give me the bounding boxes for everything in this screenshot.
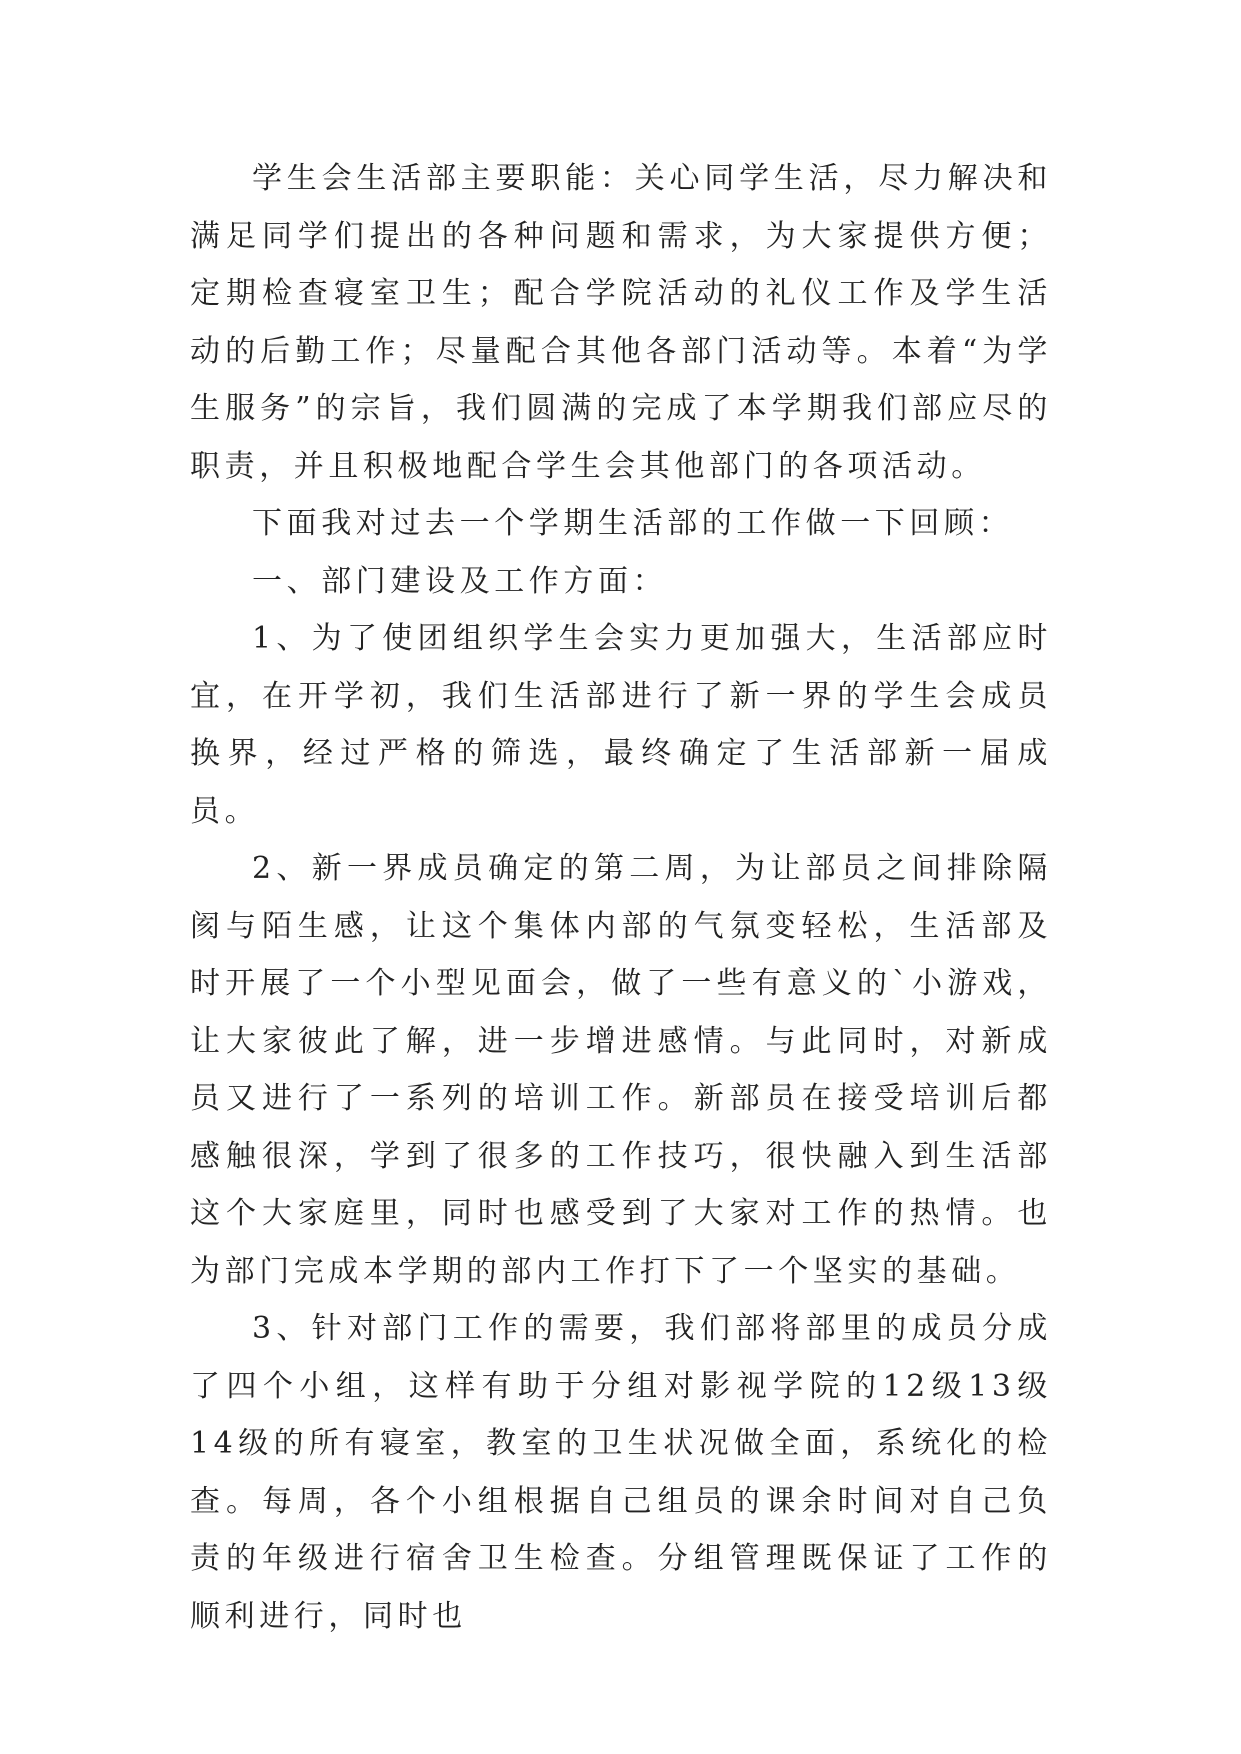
section-heading-department: 一、部门建设及工作方面： [252,563,668,599]
paragraph-item-1: 1、为了使团组织学生会实力更加强大，生活部应时宜，在开学初，我们生活部进行了新一界的学生会成员换界，经过严格的筛选，最终确定了生活部新一届成员。 [190,621,1052,829]
paragraph-review-intro: 下面我对过去一个学期生活部的工作做一下回顾： [252,506,1014,541]
document-body [190,150,1052,1645]
paragraph-duties: 学生会生活部主要职能：关心同学生活，尽力解决和满足同学们提出的各种问题和需求，为大家提供方便；定期检查寝室卫生；配合学院活动的礼仪工作及学生活动的后勤工作；尽量配合其他各部门活动等。本着“为学生服务”的宗旨，我们圆满的完成了本学期我们部应尽的职责，并且积极地配合学生会其他部门的各项活动。 [190,161,1052,484]
paragraph-item-2: 2、新一界成员确定的第二周，为让部员之间排除隔阂与陌生感，让这个集体内部的气氛变轻松，生活部及时开展了一个小型见面会，做了一些有意义的`小游戏，让大家彼此了解，进一步增进感情。与此同时，对新成员又进行了一系列的培训工作。新部员在接受培训后都感触很深，学到了很多的工作技巧，很快融入到生活部这个大家庭里，同时也感受到了大家对工作的热情。也为部门完成本学期的部内工作打下了一个坚实的基础。 [190,851,1052,1289]
paragraph-item-3: 3、针对部门工作的需要，我们部将部里的成员分成了四个小组，这样有助于分组对影视学院的12级13级14级的所有寝室，教室的卫生状况做全面，系统化的检查。每周，各个小组根据自己组员的课余时间对自己负责的年级进行宿舍卫生检查。分组管理既保证了工作的顺利进行，同时也 [190,1311,1052,1634]
